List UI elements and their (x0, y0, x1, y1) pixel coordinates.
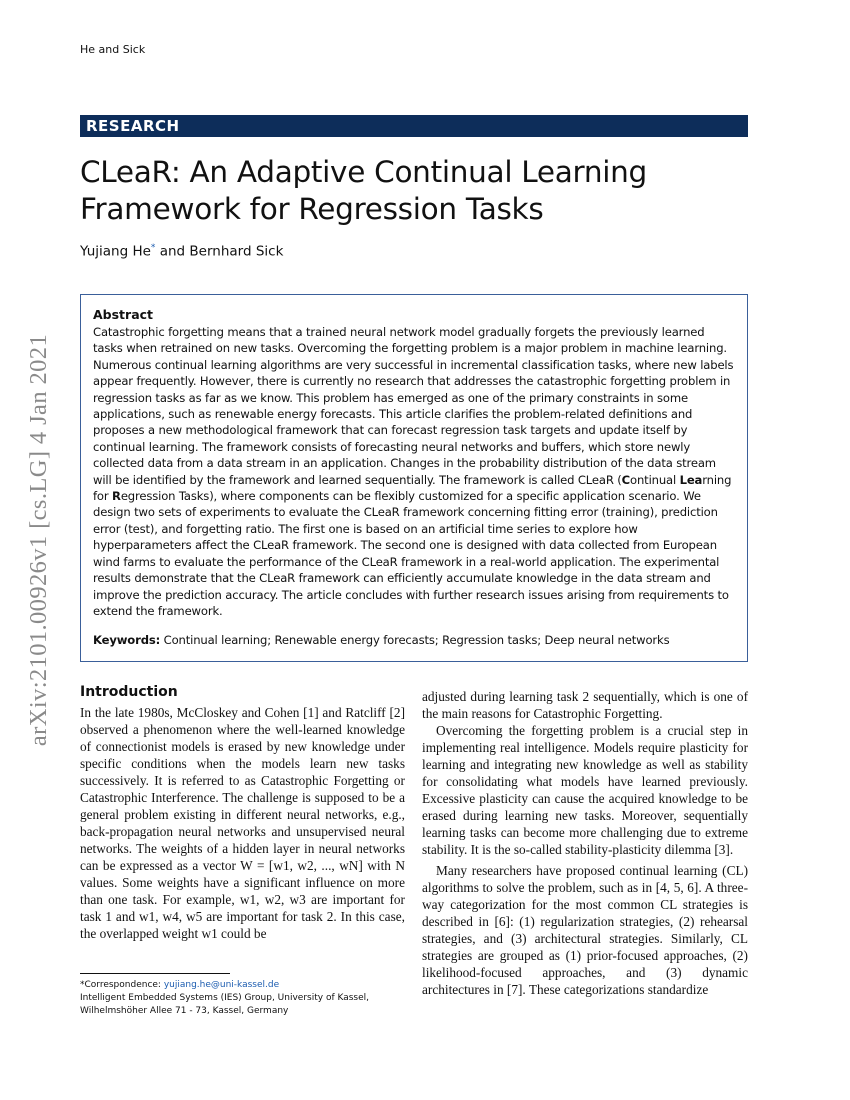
arxiv-side-identifier (14, 305, 64, 775)
keywords-text: Continual learning; Renewable energy forecasts; Regression tasks; Deep neural networks (163, 633, 670, 647)
running-head: He and Sick (80, 43, 146, 56)
author-first: Yujiang He (80, 243, 151, 260)
footnote-rule (80, 973, 230, 974)
intro-paragraph-2: Overcoming the forgetting problem is a crucial step in implementing real intelligence. Models require plasticity for learning and integrating new knowledge as well as stability for consolidating what models have learned previously. Excessive plasticity can cause the acquired knowledge to be erased during learning new tasks. Moreover, sequentially learning tasks can become more challenging due to extreme stability. It is the so-called stability-plasticity dilemma [3]. (422, 723, 748, 857)
introduction-heading: Introduction (80, 684, 178, 700)
email-link[interactable]: yujiang.he@uni-kassel.de (163, 980, 280, 990)
intro-paragraph-1: In the late 1980s, McCloskey and Cohen [1] and Ratcliff [2] observed a phenomenon where the well-learned knowledge of connectionist models is erased by new knowledge under specific conditions when the models learn new tasks successively. It is referred to as Catastrophic Forgetting or Catastrophic Interference. The challenge is supposed to be a general problem existing in different neural networks, e.g., back-propagation neural networks and unsupervised neural networks. The weights of a hidden layer in neural networks can be expressed as a vector W = [w1, w2, ..., wN] with N values. Some weights have a significant influence on more than one task. For example, w1, w2, w3 are important for task 1 and w1, w4, w5 are important for task 2. In this case, the overlapped weight w1 could be (80, 705, 405, 941)
correspondence-mark[interactable]: * (150, 243, 156, 253)
intro-paragraph-3: Many researchers have proposed continual learning (CL) algorithms to solve the problem, such as in [4, 5, 6]. A three-way categorization for the most common CL strategies is described in [6]: (1) regularization strategies, (2) rehearsal strategies, and (3) architectural strategies. Similarly, CL strategies are grouped as (1) prior-focused approaches, (2) likelihood-focused approaches, and (3) dynamic architectures in [7]. These categorizations standardize (422, 863, 748, 997)
footnote (80, 979, 410, 1018)
right-column (422, 688, 748, 998)
abstract-heading: Abstract (93, 307, 154, 322)
left-column (80, 684, 405, 942)
footnote-affiliation: Intelligent Embedded Systems (IES) Group, University of Kassel, (80, 993, 370, 1003)
section-banner (80, 115, 748, 137)
keywords-line (93, 633, 669, 647)
intro-paragraph-1-cont: adjusted during learning task 2 sequentially, which is one of the main reasons for Catastrophic Forgetting. (422, 689, 748, 721)
arxiv-id-text: arXiv:2101.00926v1 [cs.LG] 4 Jan 2021 (25, 333, 52, 747)
banner-label: RESEARCH (86, 117, 180, 135)
keywords-label: Keywords: (93, 633, 161, 647)
footnote-label: *Correspondence: (80, 980, 164, 990)
author-rest: and Bernhard Sick (155, 243, 284, 260)
author-list (80, 243, 283, 260)
paper-title: CLeaR: An Adaptive Continual Learning Framework for Regression Tasks (80, 155, 647, 226)
abstract-box (80, 294, 748, 662)
footnote-address: Wilhelmshöher Allee 71 - 73, Kassel, Germany (80, 1006, 289, 1016)
abstract-text: Catastrophic forgetting means that a trained neural network model gradually forgets the previously learned tasks when retrained on new tasks. Overcoming the forgetting problem is a major problem in machine learning. Numerous continual learning algorithms are very successful in incremental classification tasks, where new labels appear frequently. However, there is currently no research that addresses the catastrophic forgetting problem in regression tasks as far as we know. This problem has emerged as one of the primary constraints in some applications, such as renewable energy forecasts. This article clarifies the problem-related definitions and proposes a new methodological framework that can forecast regression task targets and update itself by continual learning. The framework consists of forecasting neural networks and buffers, which store newly collected data from a data stream in an application. Changes in the probability distribution of the data stream will be identified by the framework and learned sequentially. The framework is called CLeaR (Continual Learning for Regression Tasks), where components can be flexibly customized for a specific application scenario. We design two sets of experiments to evaluate the CLeaR framework concerning fitting error (training), prediction error (test), and forgetting ratio. The first one is based on an artificial time series to explore how hyperparameters affect the CLeaR framework. The second one is designed with data collected from European wind farms to evaluate the performance of the CLeaR framework in a real-world application. The experimental results demonstrate that the CLeaR framework can efficiently accumulate knowledge in the data stream and improve the prediction accuracy. The article concludes with further research issues arising from requirements to extend the framework. (93, 325, 734, 618)
